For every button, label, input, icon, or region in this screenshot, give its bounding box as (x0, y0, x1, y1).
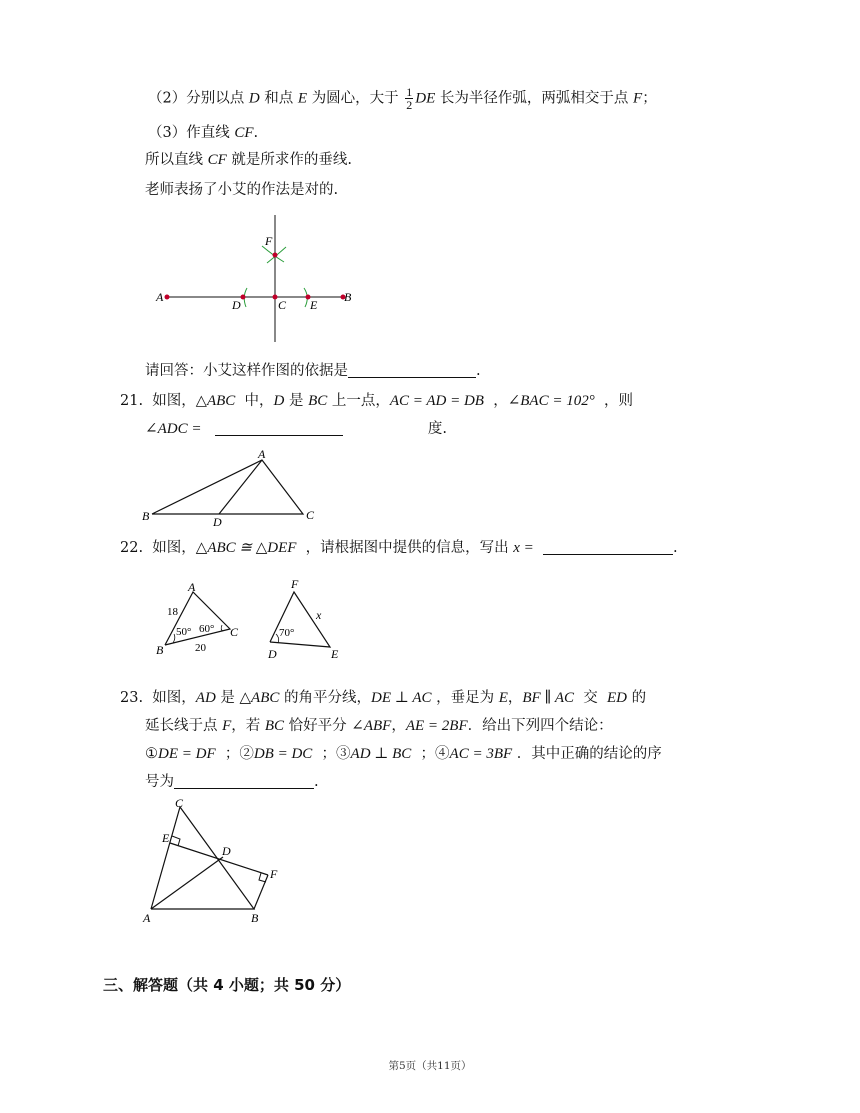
side-ab-value: 18 (167, 606, 178, 618)
label-C: C (230, 625, 239, 639)
label-B: B (344, 290, 352, 304)
q20-step3: （3）作直线 CF. (148, 125, 259, 141)
q22-number: 22. (120, 540, 144, 556)
q23-answer-blank[interactable] (174, 773, 314, 789)
side-x-label: x (316, 608, 322, 622)
label-C: C (278, 298, 287, 312)
q20-answer-blank[interactable] (348, 362, 476, 378)
label-B: B (251, 911, 259, 925)
q20-step2: （2）分别以点 D 和点 E 为圆心，大于 $\frac{1}{2}$ DE 长为半径作弧，两弧相交于点 F； (148, 85, 657, 112)
label-B: B (156, 643, 164, 657)
label-D: D (213, 515, 222, 529)
label-E: E (331, 647, 339, 661)
q23-geometry-figure (138, 795, 288, 930)
label-F: F (291, 578, 299, 591)
label-E: E (310, 298, 318, 312)
q23-number: 23. (120, 690, 144, 706)
q22-line: 22. 如图，△ABC ≅ △DEF ，请根据图中提供的信息，写出 x = . (120, 540, 678, 556)
q23-line2: 延长线于点 F，若 BC 恰好平分 ∠ABF，AE = 2BF．给出下列四个结论： (145, 718, 613, 734)
q23-line1: 23. 如图，AD 是 △ABC 的角平分线，DE ⊥ AC ，垂足为 E，BF ∥ AC 交 ED 的 (120, 690, 647, 706)
label-E: E (162, 831, 170, 845)
q21-number: 21. (120, 393, 144, 409)
q22-congruent-triangles-figure (150, 578, 360, 662)
q21-line1: 21. 如图，△ABC 中，D 是 BC 上一点，AC = AD = DB ，∠BAC = 102° ，则 (120, 393, 633, 409)
label-A: A (188, 580, 196, 594)
q22-answer-blank[interactable] (543, 539, 673, 555)
side-bc-value: 20 (195, 642, 206, 654)
page-footer: 第5页（共11页） (388, 1060, 472, 1072)
label-D: D (268, 647, 277, 661)
label-F: F (265, 234, 273, 248)
label-A: A (258, 447, 266, 461)
label-A: A (156, 290, 164, 304)
q21-triangle-figure (140, 446, 325, 531)
half-fraction: $\frac{1}{2}$ (406, 85, 413, 112)
label-B: B (142, 509, 150, 523)
label-F: F (270, 867, 278, 881)
q23-line4: 号为 . (145, 774, 319, 790)
label-C: C (306, 508, 315, 522)
label-A: A (143, 911, 151, 925)
q21-line2: ∠ADC = 度. (145, 421, 447, 437)
label-C: C (175, 796, 184, 810)
angle-c-value: 60° (199, 623, 215, 635)
angle-d-value: 70° (279, 627, 295, 639)
q20-answer-prompt: 请回答：小艾这样作图的依据是 . (145, 363, 481, 379)
q20-conclusion: 所以直线 CF 就是所求作的垂线. (145, 152, 352, 168)
q23-line3: ①DE = DF ；②DB = DC ；③AD ⊥ BC ；④AC = 3BF ．其中正确的结论的序 (145, 746, 662, 762)
section-3-heading: 三、解答题（共 4 小题；共 50 分） (103, 976, 351, 994)
q20-construction-figure (150, 210, 370, 345)
angle-b-value: 50° (176, 626, 192, 638)
label-D: D (232, 298, 241, 312)
label-D: D (222, 844, 231, 858)
q21-answer-blank[interactable] (215, 420, 343, 436)
q20-teacher-line: 老师表扬了小艾的作法是对的. (145, 182, 339, 198)
